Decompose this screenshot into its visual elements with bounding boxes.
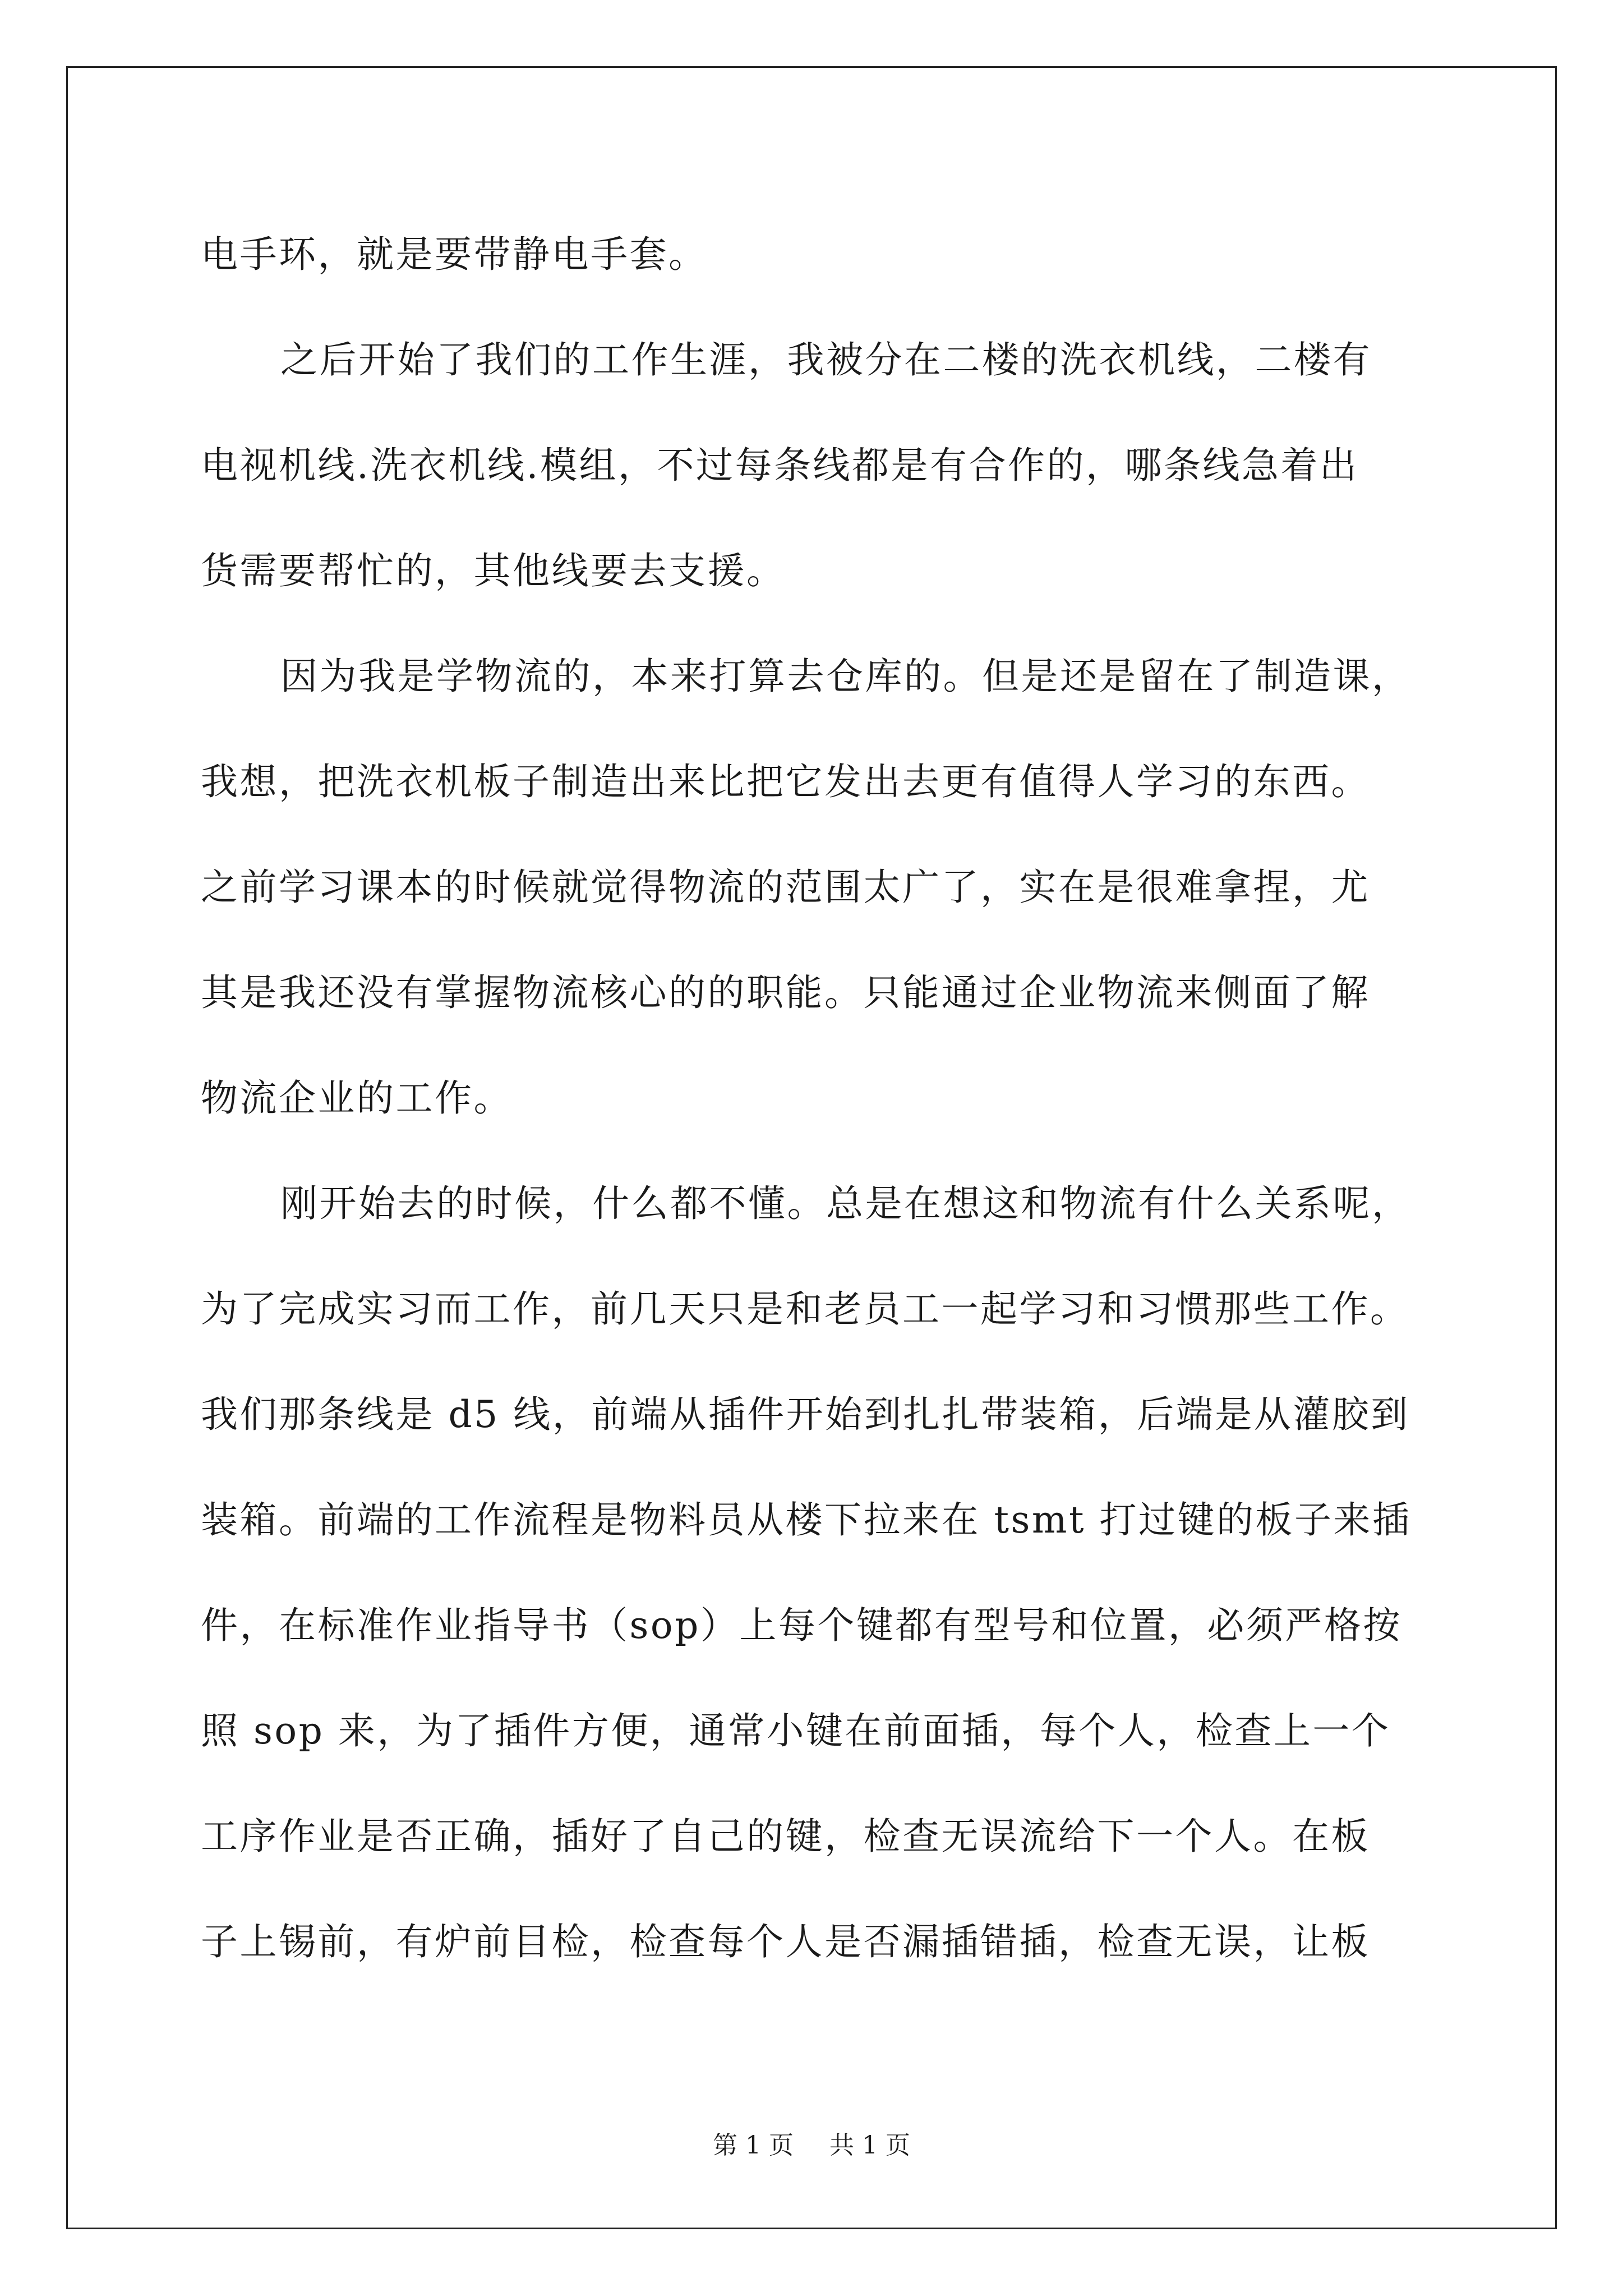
document-body <box>201 202 1429 1995</box>
page-total: 共 1 页 <box>829 2131 910 2160</box>
text-line: 其是我还没有掌握物流核心的的职能。只能通过企业物流来侧面了解 <box>201 971 1370 1014</box>
text-line: 电视机线.洗衣机线.模组，不过每条线都是有合作的，哪条线急着出 <box>201 444 1359 487</box>
text-line: 刚开始去的时候，什么都不懂。总是在想这和物流有什么关系呢， <box>280 1182 1411 1225</box>
page-footer <box>0 2125 1623 2161</box>
text-line: 件，在标准作业指导书（sop）上每个键都有型号和位置，必须严格按 <box>201 1604 1402 1647</box>
text-line: 我们那条线是 d5 线，前端从插件开始到扎扎带装箱，后端是从灌胶到 <box>201 1393 1410 1436</box>
page-number: 第 1 页 <box>713 2131 794 2160</box>
text-line: 子上锡前，有炉前目检，检查每个人是否漏插错插，检查无误，让板 <box>201 1920 1370 1963</box>
text-line: 电手环，就是要带静电手套。 <box>201 233 708 276</box>
text-line: 物流企业的工作。 <box>201 1076 513 1120</box>
text-line: 照 sop 来，为了插件方便，通常小键在前面插，每个人，检查上一个 <box>201 1709 1391 1752</box>
text-line: 为了完成实习而工作，前几天只是和老员工一起学习和习惯那些工作。 <box>201 1287 1409 1331</box>
text-line: 装箱。前端的工作流程是物料员从楼下拉来在 tsmt 打过键的板子来插 <box>201 1498 1412 1542</box>
text-line: 货需要帮忙的，其他线要去支援。 <box>201 549 786 592</box>
text-line: 我想，把洗衣机板子制造出来比把它发出去更有值得人学习的东西。 <box>201 760 1370 803</box>
text-line: 之前学习课本的时候就觉得物流的范围太广了，实在是很难拿捏，尤 <box>201 866 1370 909</box>
text-line: 工序作业是否正确，插好了自己的键，检查无误流给下一个人。在板 <box>201 1815 1370 1858</box>
text-line: 因为我是学物流的，本来打算去仓库的。但是还是留在了制造课， <box>280 655 1411 698</box>
text-line: 之后开始了我们的工作生涯，我被分在二楼的洗衣机线，二楼有 <box>280 338 1372 381</box>
